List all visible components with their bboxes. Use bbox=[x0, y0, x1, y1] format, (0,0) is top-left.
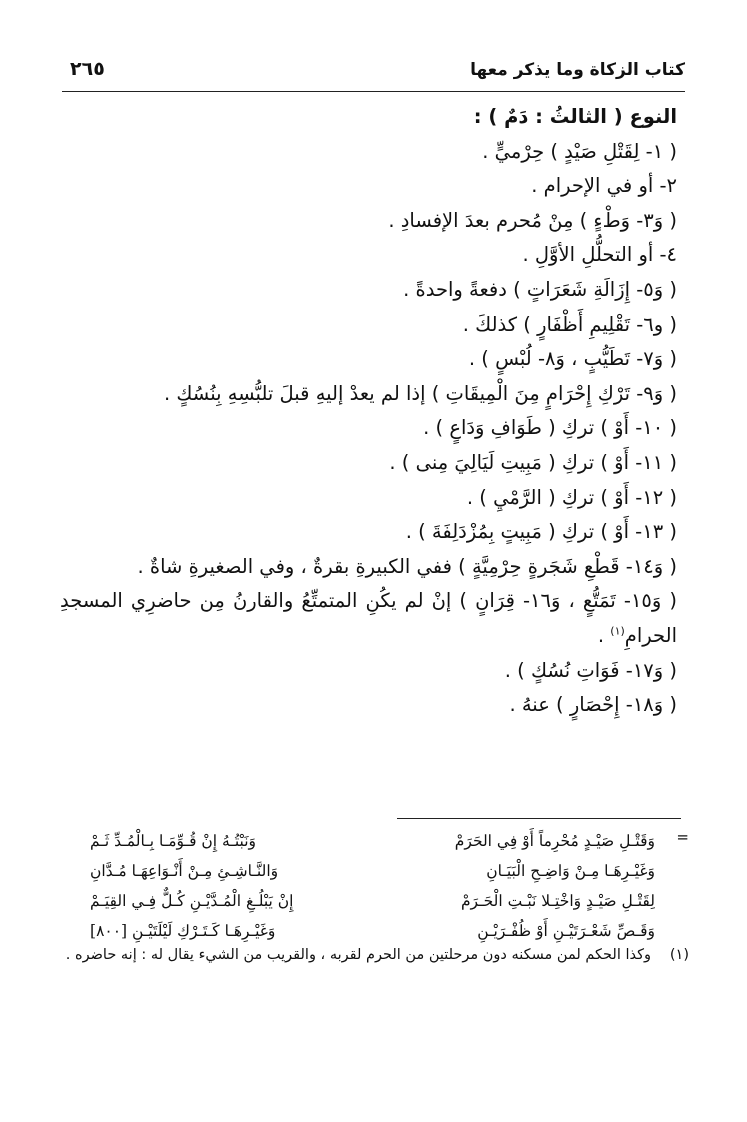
footnote-text: وكذا الحكم لمن مسكنه دون مرحلتين من الحرم لقربه ، والقريب من الشيء يقال له : إنه حاضره . bbox=[65, 947, 651, 963]
text-line: ( وَ١٨- إِحْصَارٍ ) عنهُ . bbox=[509, 693, 677, 717]
text-line: ( وَ٩- تَرْكِ إِحْرَامٍ مِنَ الْمِيقَاتِ ) إذا لم يعدْ إليهِ قبلَ تلبُّسِهِ بِنُسُكٍ . bbox=[163, 381, 677, 405]
text-line: ٢- أو في الإحرام . bbox=[531, 174, 677, 198]
page-header bbox=[62, 58, 685, 92]
verse-second-hemistich: وَالنَّـاشِـئِ مِـنْ أَنْـوَاعِهَـا مُـدَّانِ bbox=[90, 862, 279, 880]
page-number: ٢٦٥ bbox=[70, 58, 105, 80]
section-heading: النوع ( الثالثُ : دَمٌ ) : bbox=[473, 105, 677, 128]
text-line-with-footnote bbox=[60, 619, 677, 654]
verse-first-hemistich: وَقَتْـلِ صَيْـدٍ مُحْرِماً أَوْ فِي الحَرَمْ bbox=[454, 832, 655, 850]
verse-first-hemistich: وَغَيْـرِهَـا مِـنْ وَاضِـحِ الْبَيَـانِ bbox=[486, 862, 655, 880]
main-text bbox=[60, 100, 677, 723]
footnote-separator bbox=[397, 818, 681, 819]
text-line: ( وَ٥- إِزَالَةِ شَعَرَاتٍ ) دفعةً واحدةً . bbox=[403, 277, 677, 301]
text-line: ( وَ١٥- تَمَتُّعٍ ، وَ١٦- قِرَانٍ ) إنْ لم يكُنِ المتمتِّعُ والقارنُ مِن حاضرِي المسجدِ bbox=[60, 589, 677, 613]
text-segment: . bbox=[597, 623, 611, 647]
text-line: ( وَ٣- وَطْءٍ ) مِنْ مُحرم بعدَ الإفسادِ . bbox=[388, 208, 677, 232]
text-line: ٤- أو التحلُّلِ الأوَّلِ . bbox=[522, 243, 677, 267]
footnote-number: (١) bbox=[669, 947, 689, 963]
verse-block bbox=[90, 826, 655, 946]
verse-line bbox=[90, 886, 655, 916]
text-line: ( وَ٧- تَطَيُّبٍ ، وَ٨- لُبْسٍ ) . bbox=[468, 347, 677, 371]
footnote-reference[interactable]: (١) bbox=[610, 624, 625, 638]
text-line: ( ١١- أَوْ ) تركِ ( مَبِيتِ لَيَالِيَ مِنى ) . bbox=[389, 450, 677, 474]
continuation-mark: = bbox=[676, 828, 689, 846]
text-line: ( وَ١٤- قَطْعِ شَجَرةٍ حِرْمِيَّةٍ ) ففي الكبيرةِ بقرةٌ ، وفي الصغيرةِ شاةٌ . bbox=[137, 554, 677, 578]
verse-first-hemistich: لِقَتْـلِ صَيْـدٍ وَاخْتِـلا نَبْـتِ الْحَـرَمْ bbox=[460, 892, 655, 910]
text-segment: الحرامِ bbox=[624, 623, 677, 647]
verse-second-hemistich: وَنَبْتُـهُ إِنْ قُـوِّمَـا بِـالْمُـدِّ ثَـمْ bbox=[90, 832, 257, 850]
verse-first-hemistich: وَقَـصِّ شَعْـرَتَيْـنِ أَوْ ظُفْـرَيْـنِ bbox=[477, 922, 655, 940]
verse-line bbox=[90, 856, 655, 886]
verse-second-hemistich: وَغَيْـرِهَـا كَـتَـرْكِ لَيْلَتَيْـنِ [٨٠٠] bbox=[90, 922, 276, 940]
text-line: ( ١- لِقَتْلِ صَيْدٍ ) حِرْميٍّ . bbox=[482, 139, 677, 163]
text-line: ( ١٢- أَوْ ) تركِ ( الرَّمْيِ ) . bbox=[466, 485, 677, 509]
verse-second-hemistich: إِنْ يَبْلُـغِ الْمُـدَّيْـنِ كُـلٌّ فِـي القِيَـمْ bbox=[90, 892, 294, 910]
text-line: ( و٦- تَقْلِيمِ أَظْفَارٍ ) كذلكَ . bbox=[462, 312, 677, 336]
text-line: ( ١٠- أَوْ ) تركِ ( طَوَافِ وَدَاعٍ ) . bbox=[423, 416, 677, 440]
running-title: كتاب الزكاة وما يذكر معها bbox=[470, 60, 685, 80]
verse-line bbox=[90, 826, 655, 856]
text-line: ( وَ١٧- فَوَاتِ نُسُكٍ ) . bbox=[504, 658, 677, 682]
text-line: ( ١٣- أَوْ ) تركِ ( مَبِيتٍ بِمُزْدَلِفَةَ ) . bbox=[405, 520, 677, 544]
